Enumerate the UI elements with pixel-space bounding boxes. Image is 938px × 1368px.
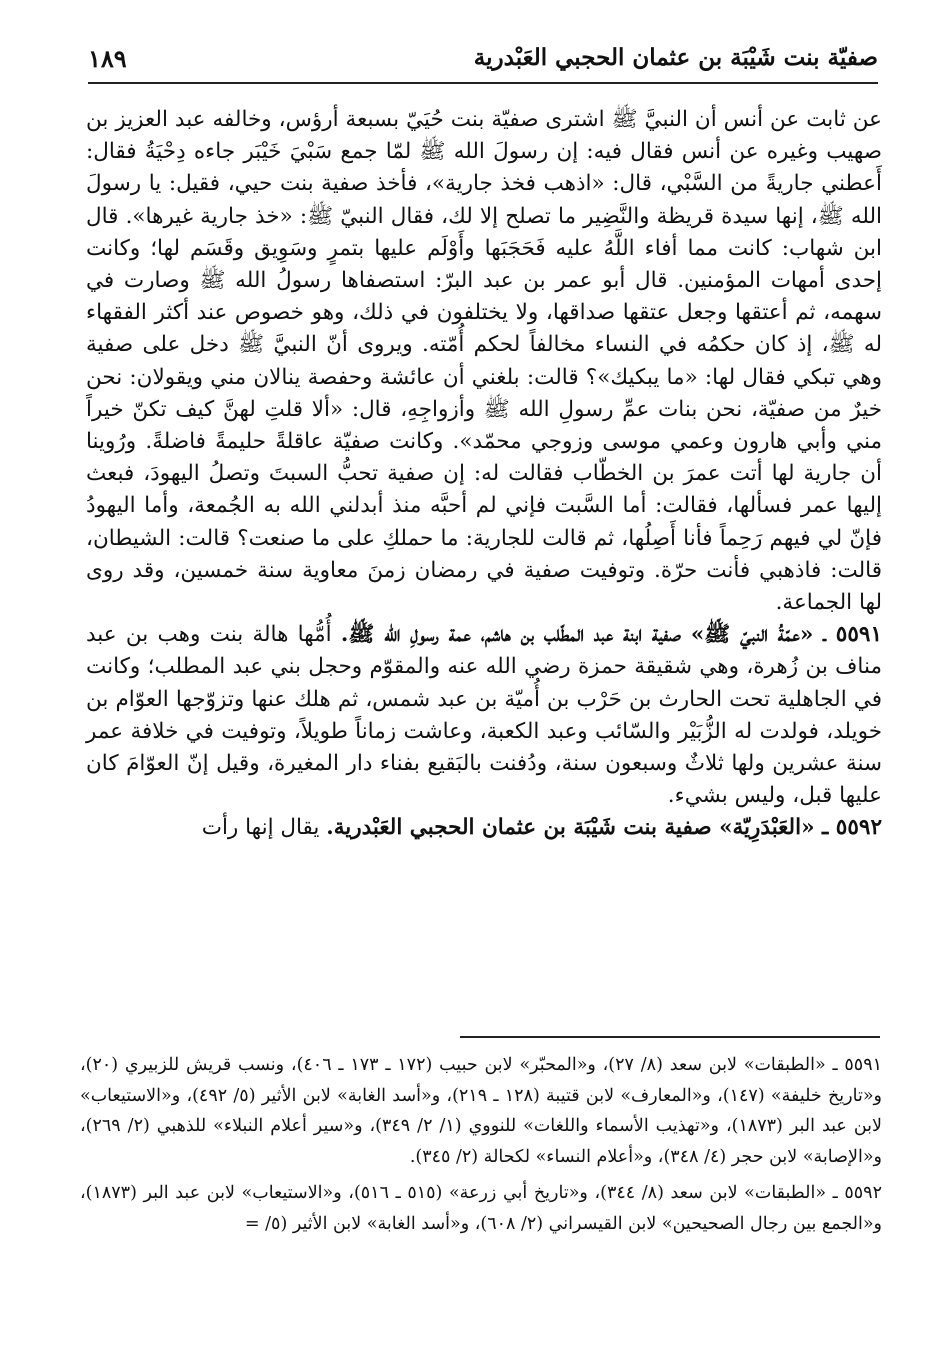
entry-5592-text: يقال إنها رأت	[201, 815, 327, 841]
entry-5591-text: أُمُّها هالة بنت وهب بن عبد مناف بن زُهرة، وهي شقيقة حمزة رضي الله عنه والمقوّم وحجل بني عبد المطلب؛ وكانت في الجاهلية تحت الحارث بن حَرْب بن أُميّة بن عبد شمس، ثم هلك عنها وتزوّجها العوّام بن خويلد، فولدت له الزُّبَيْر والسّائب وعبد الكعبة، وعاشت زماناً طويلاً، وتوفيت في خلافة عمر سنة عشرين ولها ثلاثٌ وسبعون سنة، ودُفنت بالبَقيع بفناء دار المغيرة، وقيل إنّ العوّامَ كان عليها قبل، وليس بشيء.	[86, 622, 882, 809]
entry-5592	[86, 812, 882, 844]
entry-5591-heading: ٥٥٩١ ـ «عمّةُ النبيّ ﷺ» صفية ابنة عبد المطّلب بن هاشم، عمة رسولِ الله ﷺ.	[340, 622, 882, 648]
footnote-5592: ٥٥٩٢ ـ «الطبقات» لابن سعد (٨/ ٣٤٤)، و«تاريخ أبي زرعة» (٥١٥ ـ ٥١٦)، و«الاستيعاب» لابن عبد البر (١٨٧٣)، و«الجمع بين رجال الصحيحين» لابن القيسراني (٢/ ٦٠٨)، و«أسد الغابة» لابن الأثير (٥/ =	[80, 1183, 882, 1234]
paragraph-continued: عن ثابت عن أنس أن النبيَّ ﷺ اشترى صفيّة بنت حُيَيّ بسبعة أرؤس، وخالفه عبد العزيز بن صهيب وغيره عن أنس فقال فيه: إن رسولَ الله ﷺ لمّا جمع سَبْيَ خَيْبَر جاءه دِحْيَةُ فقال: أَعطني جاريةً من السَّبْي، قال: «اذهب فخذ جارية»، فأخذ صفية بنت حيي، فقيل: يا رسولَ الله ﷺ، إنها سيدة قريظة والنَّضِير ما تصلح إلا لك، فقال النبيّ ﷺ: «خذ جارية غيرها». قال ابن شهاب: كانت مما أفاء اللَّهُ عليه فَحَجَبَها وأَوْلَم عليها بتمرٍ وسَوِيق وقَسَم لها؛ وكانت إحدى أمهات المؤمنين. قال أبو عمر بن عبد البرّ: استصفاها رسولُ الله ﷺ وصارت في سهمه، ثم أعتقها وجعل عتقها صداقها، ولا يختلفون في ذلك، وهو خصوص عند أكثر الفقهاء له ﷺ، إذ كان حكمُه في النساء مخالفاً لحكم أُمّته. ويروى أنّ النبيَّ ﷺ دخل على صفية وهي تبكي فقال لها: «ما يبكيك»؟ قالت: بلغني أن عائشة وحفصة ينالان مني ويقولان: نحن خيرٌ من صفيّة، نحن بنات عمِّ رسولِ الله ﷺ وأزواجِهِ، قال: «ألا قلتِ لهنَّ كيف تكنّ خيراً مني وأبي هارون وعمي موسى وزوجي محمّد». وكانت صفيّة عاقلةً حليمةً فاضلةً. ورُوينا أن جارية لها أتت عمرَ بن الخطّاب فقالت له: إن صفية تحبُّ السبتَ وتصلُ اليهودَ، فبعث إليها عمر فسألها، فقالت: أما السَّبت فإني لم أحبَّه منذ أبدلني الله به الجُمعة، وأما اليهودُ فإنّ لي فيهم رَحِماً فأنا أَصِلُها، ثم قالت للجارية: ما حملكِ على ما صنعت؟ قالت: الشيطان، قالت: فاذهبي فأنت حرّة. وتوفيت صفية في رمضان زمنَ معاوية سنة خمسين، وقد روى لها الجماعة.	[86, 107, 882, 616]
page-header	[88, 42, 878, 84]
footnote-separator	[460, 1036, 880, 1038]
running-title: صفيّة بنت شَيْبَة بن عثمان الحجبي العَبْدرية	[473, 44, 878, 71]
page-number: ١٨٩	[88, 44, 127, 73]
footnote-5591: ٥٥٩١ ـ «الطبقات» لابن سعد (٨/ ٢٧)، و«المحبّر» لابن حبيب (١٧٢ ـ ١٧٣ ـ ٤٠٦)، ونسب قريش للزبيري (٢٠)، و«تاريخ خليفة» (١٤٧)، و«المعارف» لابن قتيبة (١٢٨ ـ ٢١٩)، و«أسد الغابة» لابن الأثير (٥/ ٤٩٢)، و«الاستيعاب» لابن عبد البر (١٨٧٣)، و«تهذيب الأسماء واللغات» للنووي (١/ ٢/ ٣٤٩)، و«سير أعلام النبلاء» للذهبي (٢/ ٢٦٩)، و«الإصابة» لابن حجر (٤/ ٣٤٨)، و«أعلام النساء» لكحالة (٢/ ٣٤٥).	[80, 1055, 882, 1167]
main-text	[86, 104, 882, 845]
entry-5591	[86, 619, 882, 812]
footnotes	[80, 1050, 882, 1239]
entry-5592-heading: ٥٥٩٢ ـ «العَبْدَرِيّة» صفية بنت شَيْبَة بن عثمان الحجبي العَبْدرية.	[326, 815, 882, 841]
